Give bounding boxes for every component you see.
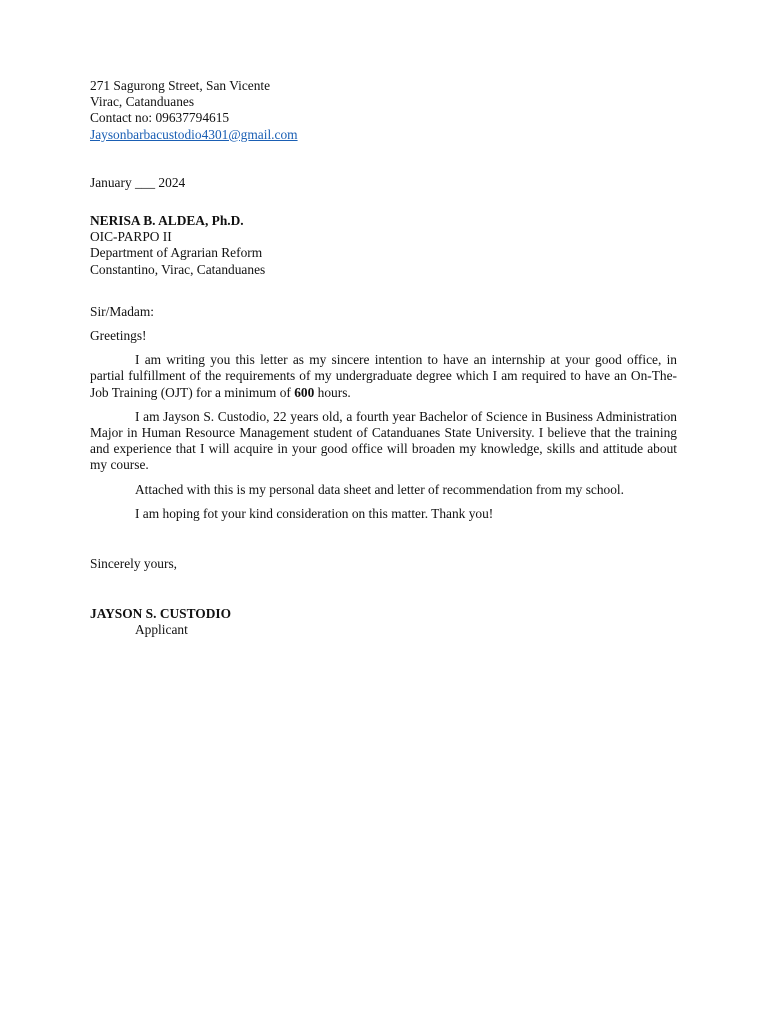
body-paragraph-1-end: hours. [314, 384, 351, 400]
salutation: Sir/Madam: [90, 303, 154, 319]
body-paragraph-3: Attached with this is my personal data sheet and letter of recommendation from my school. [135, 481, 625, 497]
body-paragraph-1-text: I am writing you this letter as my sincere intention to have an internship at your good office, in partial fulfillment of the requirements of my undergraduate degree which I am required to have an On-The-Job Training (OJT) for a minimum of [90, 352, 677, 400]
spacer [90, 572, 677, 606]
recipient-block [90, 213, 677, 278]
sender-contact: Contact no: 09637794615 [90, 110, 230, 126]
sender-street: 271 Sagurong Street, San Vicente [90, 78, 271, 93]
recipient-name: NERISA B. ALDEA, Ph.D. [90, 213, 244, 229]
signature-name: JAYSON S. CUSTODIO [90, 606, 232, 622]
sender-address-block [90, 78, 677, 143]
body-paragraph-4: I am hoping fot your kind consideration on this matter. Thank you! [135, 505, 494, 521]
spacer [90, 344, 677, 352]
recipient-address: Constantino, Virac, Catanduanes [90, 261, 266, 277]
signature-block [90, 606, 677, 638]
spacer [90, 530, 677, 556]
signature-title: Applicant [135, 622, 188, 638]
body-paragraph-2: I am Jayson S. Custodio, 22 years old, a fourth year Bachelor of Science in Business Administration Major in Human Resource Management student of Catanduanes State University. I believe that the training and experience that I will acquire in your good office will broaden my knowledge, skills and attitude about my course. [90, 408, 677, 473]
letter-date: January ___ 2024 [90, 174, 186, 190]
spacer [90, 278, 677, 304]
recipient-department: Department of Agrarian Reform [90, 245, 263, 261]
sender-city: Virac, Catanduanes [90, 94, 195, 110]
spacer [90, 320, 677, 328]
greeting: Greetings! [90, 328, 147, 344]
letter-page [90, 78, 677, 639]
closing: Sincerely yours, [90, 556, 178, 572]
spacer [90, 191, 677, 213]
body-paragraph-1 [90, 352, 677, 401]
ojt-hours-value: 600 [294, 384, 315, 400]
recipient-position: OIC-PARPO II [90, 229, 172, 245]
sender-email-link[interactable]: Jaysonbarbacustodio4301@gmail.com [90, 126, 298, 142]
spacer [90, 143, 677, 175]
